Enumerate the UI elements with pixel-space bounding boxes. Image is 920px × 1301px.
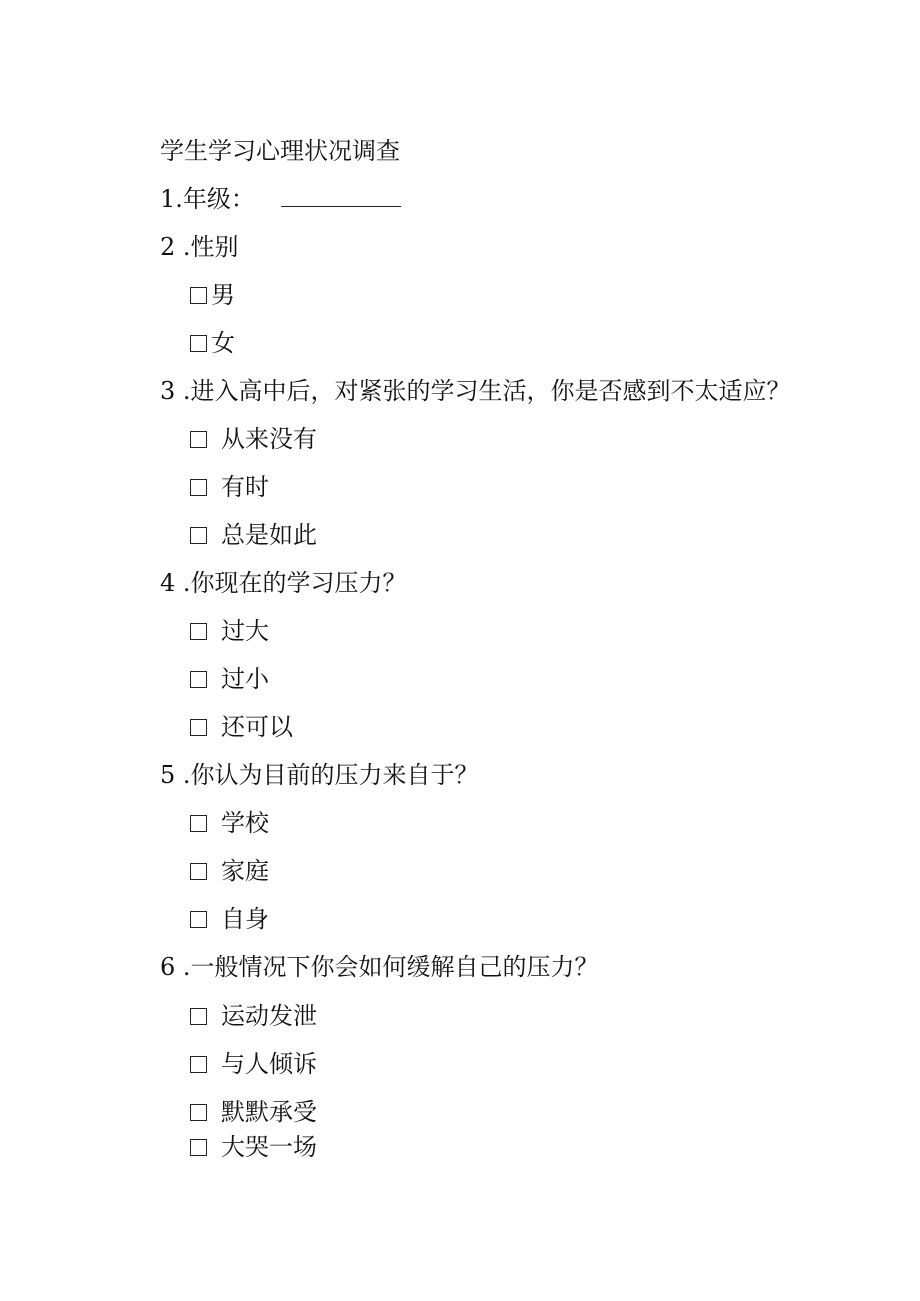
checkbox[interactable]: [190, 527, 207, 544]
question-text: 年级：: [182, 185, 255, 213]
checkbox[interactable]: [190, 671, 207, 688]
checkbox[interactable]: [190, 1104, 207, 1121]
option-label: 还可以: [221, 713, 293, 741]
question-number: 6 .: [160, 953, 191, 981]
option-label: 过大: [221, 617, 269, 645]
grade-blank-field[interactable]: [281, 184, 401, 207]
option-male[interactable]: [190, 280, 235, 310]
option-label: 家庭: [221, 857, 269, 885]
option-exercise[interactable]: [190, 1001, 317, 1031]
question-3: [160, 376, 791, 406]
option-label: 大哭一场: [221, 1133, 317, 1161]
checkbox[interactable]: [190, 815, 207, 832]
question-number: 4 .: [160, 569, 191, 597]
option-label: 女: [211, 329, 235, 357]
option-too-much[interactable]: [190, 616, 269, 646]
option-self[interactable]: [190, 904, 269, 934]
question-text: 你现在的学习压力？: [190, 569, 407, 597]
question-number: 5 .: [160, 761, 191, 789]
option-female[interactable]: [190, 328, 235, 358]
option-okay[interactable]: [190, 712, 293, 742]
checkbox[interactable]: [190, 1008, 207, 1025]
option-label: 自身: [221, 905, 269, 933]
question-4: [160, 568, 407, 598]
question-text: 进入高中后，对紧张的学习生活，你是否感到不太适应？: [190, 377, 791, 405]
checkbox[interactable]: [190, 911, 207, 928]
question-text: 你认为目前的压力来自于？: [190, 761, 479, 789]
option-endure[interactable]: [190, 1097, 317, 1127]
question-number: 2 .: [160, 233, 191, 261]
option-label: 默默承受: [221, 1098, 317, 1126]
option-always[interactable]: [190, 520, 317, 550]
checkbox[interactable]: [190, 479, 207, 496]
checkbox[interactable]: [190, 431, 207, 448]
question-5: [160, 760, 479, 790]
option-talk[interactable]: [190, 1049, 317, 1079]
option-label: 运动发泄: [221, 1002, 317, 1030]
checkbox[interactable]: [190, 1139, 207, 1156]
option-label: 男: [211, 281, 235, 309]
checkbox[interactable]: [190, 719, 207, 736]
option-school[interactable]: [190, 808, 269, 838]
question-2: [160, 232, 239, 262]
option-label: 总是如此: [221, 521, 317, 549]
question-number: 1.: [160, 185, 183, 213]
option-sometimes[interactable]: [190, 472, 269, 502]
option-cry[interactable]: [190, 1132, 317, 1162]
option-label: 过小: [221, 665, 269, 693]
checkbox[interactable]: [190, 335, 207, 352]
option-label: 有时: [221, 473, 269, 501]
option-family[interactable]: [190, 856, 269, 886]
checkbox[interactable]: [190, 287, 207, 304]
question-number: 3 .: [160, 377, 191, 405]
question-6: [160, 952, 599, 982]
option-label: 学校: [221, 809, 269, 837]
checkbox[interactable]: [190, 623, 207, 640]
option-never[interactable]: [190, 424, 317, 454]
question-1: [160, 184, 401, 214]
checkbox[interactable]: [190, 1056, 207, 1073]
question-text: 一般情况下你会如何缓解自己的压力？: [190, 953, 599, 981]
option-too-little[interactable]: [190, 664, 269, 694]
survey-title: 学生学习心理状况调查: [160, 137, 400, 165]
question-text: 性别: [190, 233, 239, 261]
option-label: 从来没有: [221, 425, 317, 453]
checkbox[interactable]: [190, 863, 207, 880]
option-label: 与人倾诉: [221, 1050, 317, 1078]
